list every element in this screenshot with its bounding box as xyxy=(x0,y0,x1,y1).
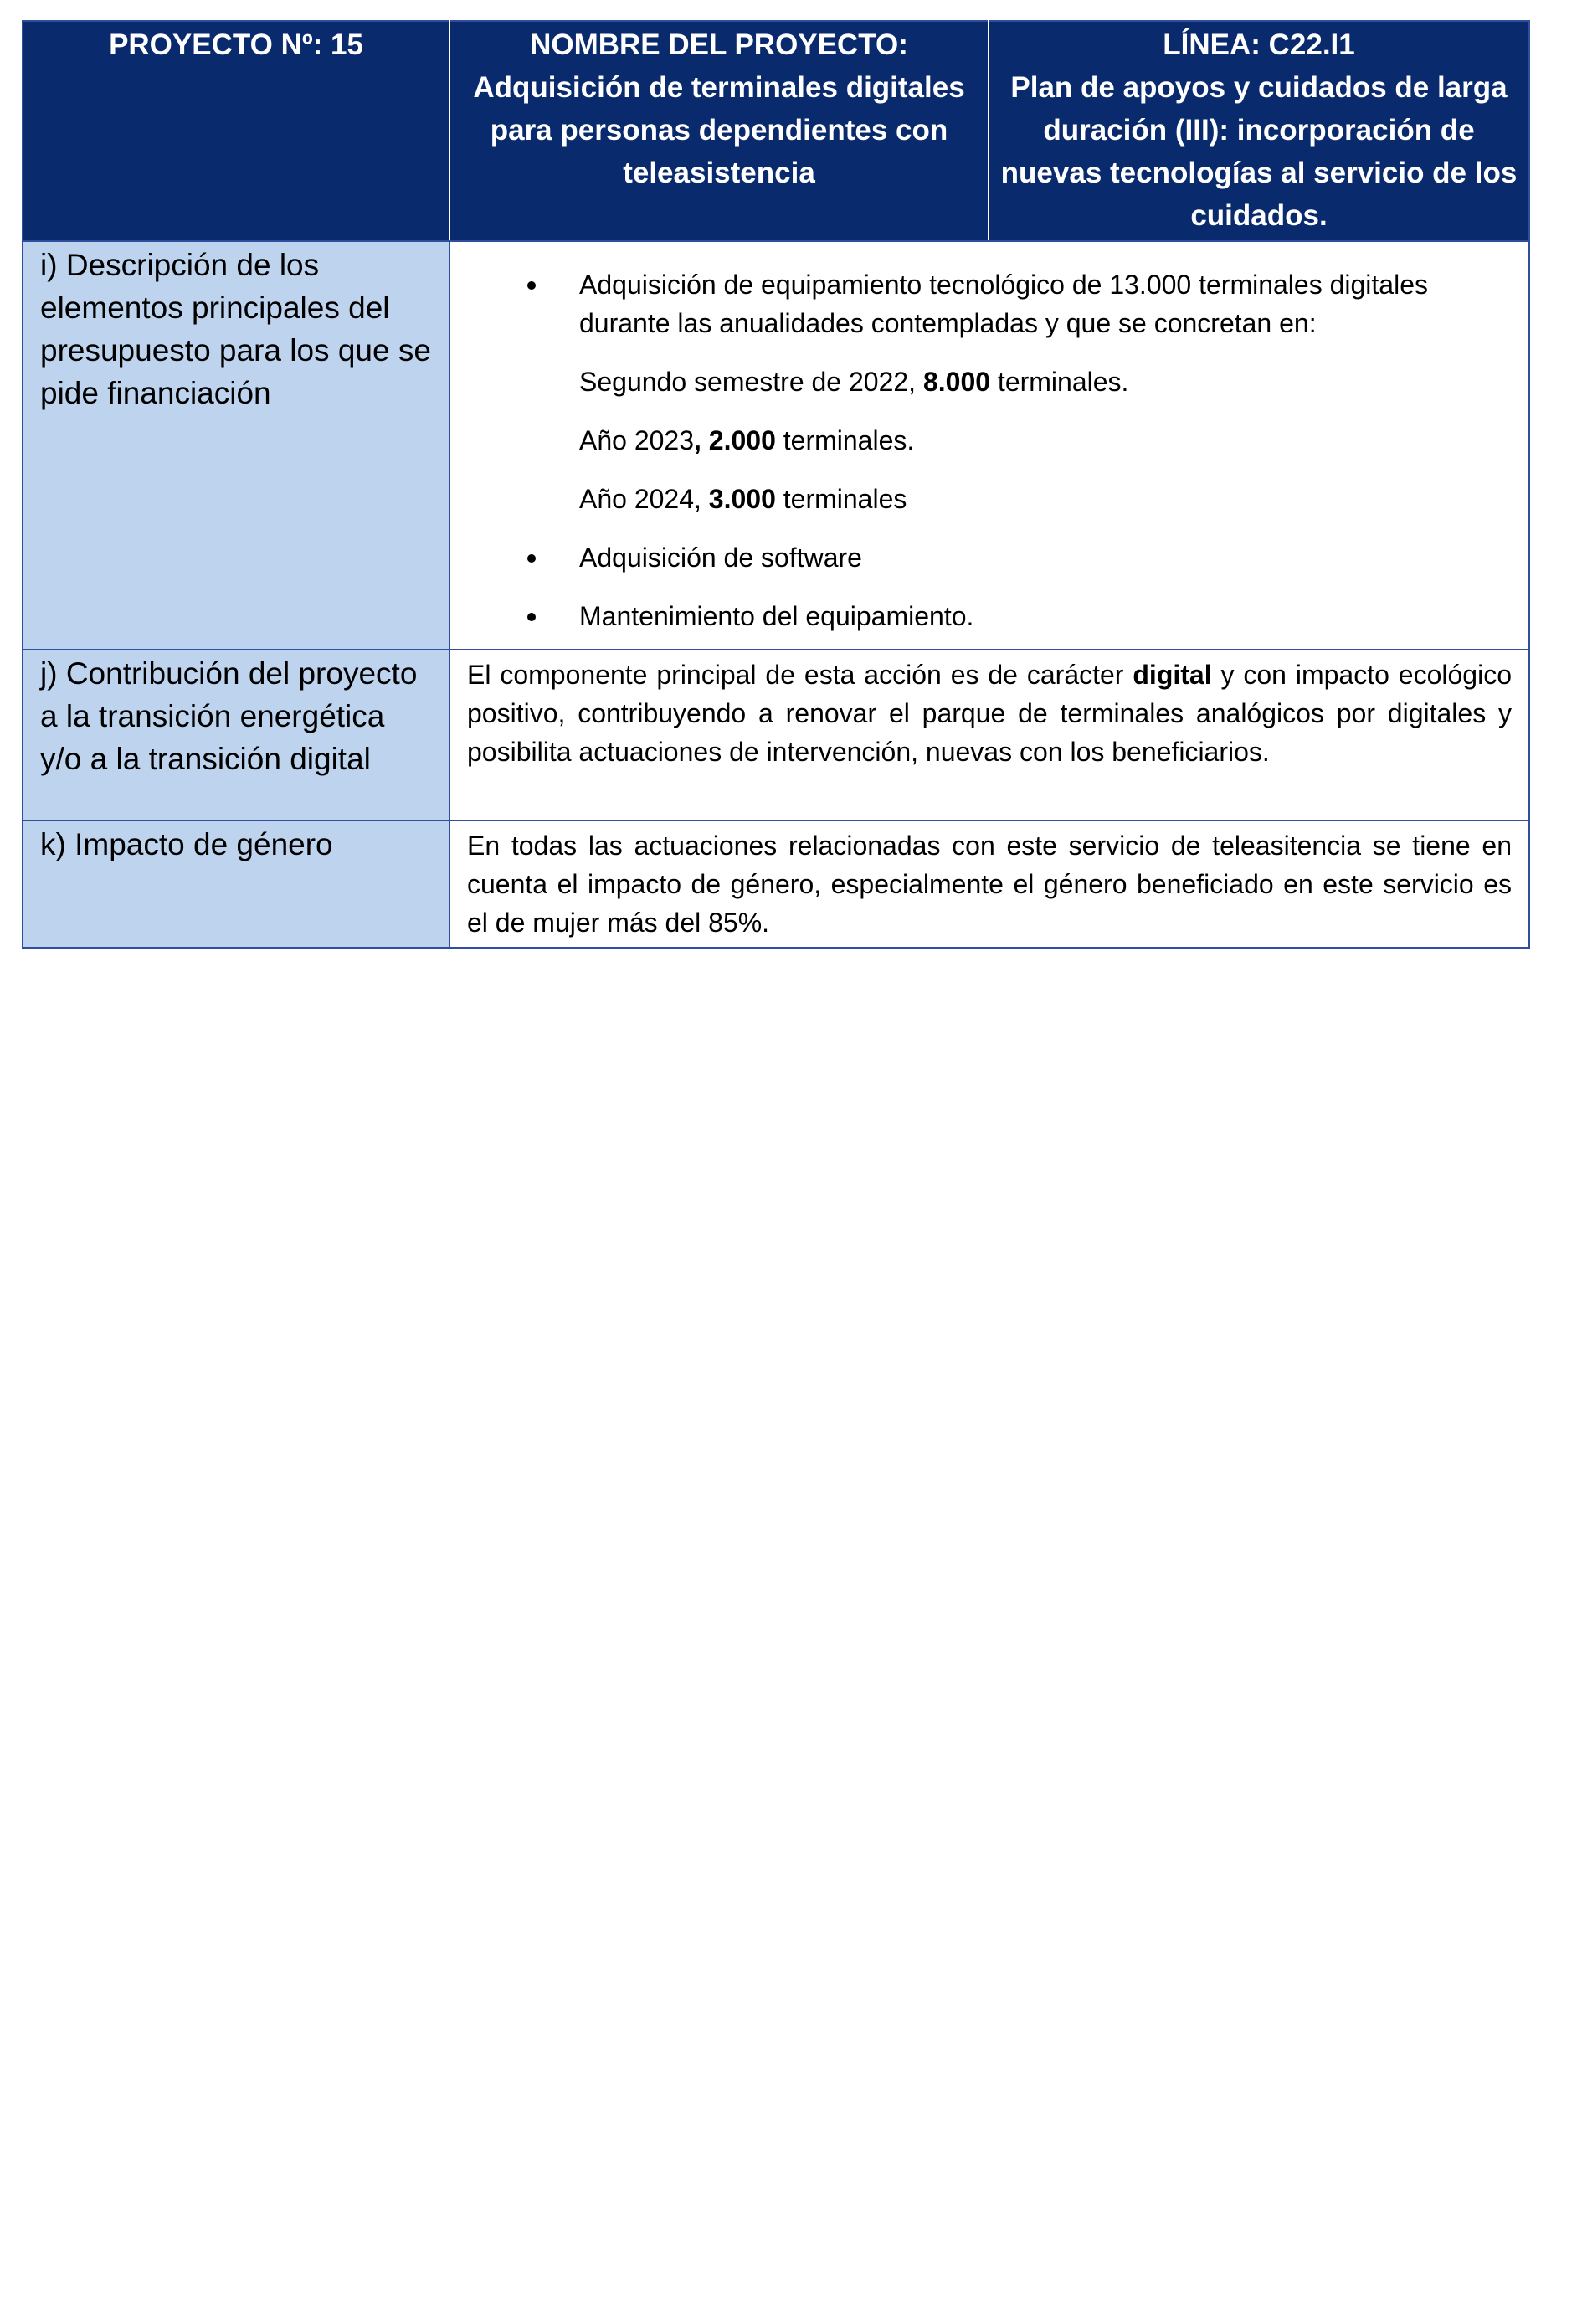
row-i-content xyxy=(449,241,1529,650)
line-label: LÍNEA: C22.I1 xyxy=(1163,28,1355,61)
header-row xyxy=(23,21,1529,241)
row-j-content xyxy=(449,650,1529,820)
bullet-equipment-text: Adquisición de equipamiento tecnológico de 13.000 terminales digitales durante las anualidades contempladas y que se concretan en: xyxy=(579,270,1428,338)
period-2022 xyxy=(467,362,1512,401)
row-k-label: k) Impacto de género xyxy=(23,820,449,948)
row-j-text: El componente principal de esta acción es de carácter xyxy=(467,660,1133,690)
project-name-cell xyxy=(449,21,989,241)
bullet-maintenance-text: Mantenimiento del equipamiento. xyxy=(579,601,974,631)
row-gender-impact xyxy=(23,820,1529,948)
period-2024-amount: 3.000 xyxy=(708,484,776,514)
bullet-item-software xyxy=(467,538,1512,577)
line-cell xyxy=(989,21,1529,241)
period-2024 xyxy=(467,480,1512,518)
row-i-label: i) Descripción de los elementos principales del presupuesto para los que se pide financiación xyxy=(23,241,449,650)
row-j-text-rest: y con impacto ecológico positivo, contribuyendo a renovar el parque de terminales analógicos por digitales y posibilita actuaciones de intervención, nuevas con los beneficiarios. xyxy=(467,660,1513,767)
period-2022-unit: terminales. xyxy=(990,367,1129,397)
row-budget-description xyxy=(23,241,1529,650)
bullet-dot-icon xyxy=(527,613,536,621)
period-2023 xyxy=(467,421,1512,460)
period-2023-unit: terminales. xyxy=(775,425,915,455)
row-j-label: j) Contribución del proyecto a la transición energética y/o a la transición digital xyxy=(23,650,449,820)
period-2023-amount: , 2.000 xyxy=(694,425,776,455)
line-value: Plan de apoyos y cuidados de larga duración (III): incorporación de nuevas tecnologías al servicio de los cuidados. xyxy=(1000,71,1518,232)
bullet-dot-icon xyxy=(527,554,536,563)
project-number-cell xyxy=(23,21,449,241)
period-2023-text: Año 2023 xyxy=(579,425,695,455)
bullet-item-maintenance xyxy=(467,597,1512,635)
row-j-bold: digital xyxy=(1133,660,1212,690)
project-number: PROYECTO Nº: 15 xyxy=(109,28,363,61)
row-transition-contribution xyxy=(23,650,1529,820)
period-2024-unit: terminales xyxy=(775,484,907,514)
project-name-label: NOMBRE DEL PROYECTO: xyxy=(530,28,908,61)
period-2022-amount: 8.000 xyxy=(922,367,991,397)
period-2024-text: Año 2024, xyxy=(579,484,709,514)
bullet-software-text: Adquisición de software xyxy=(579,542,862,573)
bullet-item-equipment xyxy=(467,265,1512,342)
bullet-dot-icon xyxy=(527,281,536,290)
project-table xyxy=(22,20,1530,949)
project-name-value: Adquisición de terminales digitales para personas dependientes con teleasistencia xyxy=(473,71,965,189)
budget-bullet-list xyxy=(467,265,1512,635)
period-2022-text: Segundo semestre de 2022, xyxy=(579,367,923,397)
row-k-content: En todas las actuaciones relacionadas con este servicio de teleasitencia se tiene en cuenta el impacto de género, especialmente el género beneficiado en este servicio es el de mujer más del 85%. xyxy=(449,820,1529,948)
